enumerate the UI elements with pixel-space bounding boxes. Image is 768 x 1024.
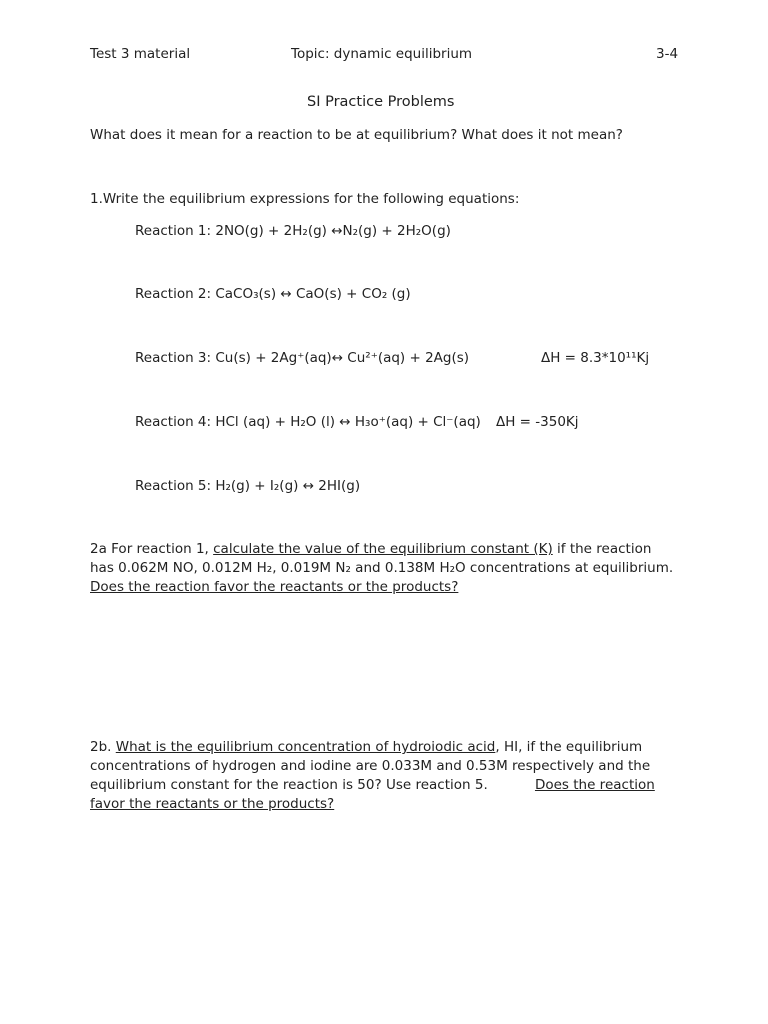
header-left: Test 3 material xyxy=(90,46,191,62)
intro-question: What does it mean for a reaction to be at equilibrium? What does it not mean? xyxy=(90,127,623,143)
reaction-3-enthalpy: ΔH = 8.3*10¹¹Kj xyxy=(541,350,650,366)
reaction-4: Reaction 4: HCl (aq) + H₂O (l) ↔ H₃o⁺(aq) + Cl⁻(aq) xyxy=(135,414,481,430)
question-2b-task: What is the equilibrium concentration of hydroiodic acid xyxy=(115,739,496,755)
question-2a-lead: 2a For reaction 1, xyxy=(90,541,214,557)
reaction-3: Reaction 3: Cu(s) + 2Ag⁺(aq)↔ Cu²⁺(aq) + 2Ag(s) xyxy=(135,350,470,366)
question-2b-body: , HI, if the equilibrium concentrations of hydrogen and iodine are 0.033M and 0.53M respectively and the equilibrium constant for the reaction is 50? Use reaction 5. xyxy=(90,739,655,793)
reaction-1: Reaction 1: 2NO(g) + 2H₂(g) ↔N₂(g) + 2H₂O(g) xyxy=(135,223,451,239)
question-2a-followup: Does the reaction favor the reactants or the products? xyxy=(90,579,459,595)
question-2b xyxy=(90,738,678,814)
question-2b-lead: 2b. xyxy=(90,739,116,755)
reaction-2: Reaction 2: CaCO₃(s) ↔ CaO(s) + CO₂ (g) xyxy=(135,286,411,302)
header-page-number: 3-4 xyxy=(656,46,679,62)
question-2a-body: if the reaction has 0.062M NO, 0.012M H₂, 0.019M N₂ and 0.138M H₂O concentrations at equilibrium. xyxy=(90,541,674,576)
question-2a xyxy=(90,540,678,597)
reaction-5: Reaction 5: H₂(g) + I₂(g) ↔ 2HI(g) xyxy=(135,478,361,494)
question-2a-task: calculate the value of the equilibrium constant (K) xyxy=(213,541,553,557)
header-topic: Topic: dynamic equilibrium xyxy=(291,46,473,62)
reaction-4-enthalpy: ΔH = -350Kj xyxy=(496,414,579,430)
question-2b-followup: Does the reaction favor the reactants or the products? xyxy=(90,777,655,812)
question-1-prompt: 1.Write the equilibrium expressions for the following equations: xyxy=(90,191,520,207)
page-title: SI Practice Problems xyxy=(307,94,455,110)
